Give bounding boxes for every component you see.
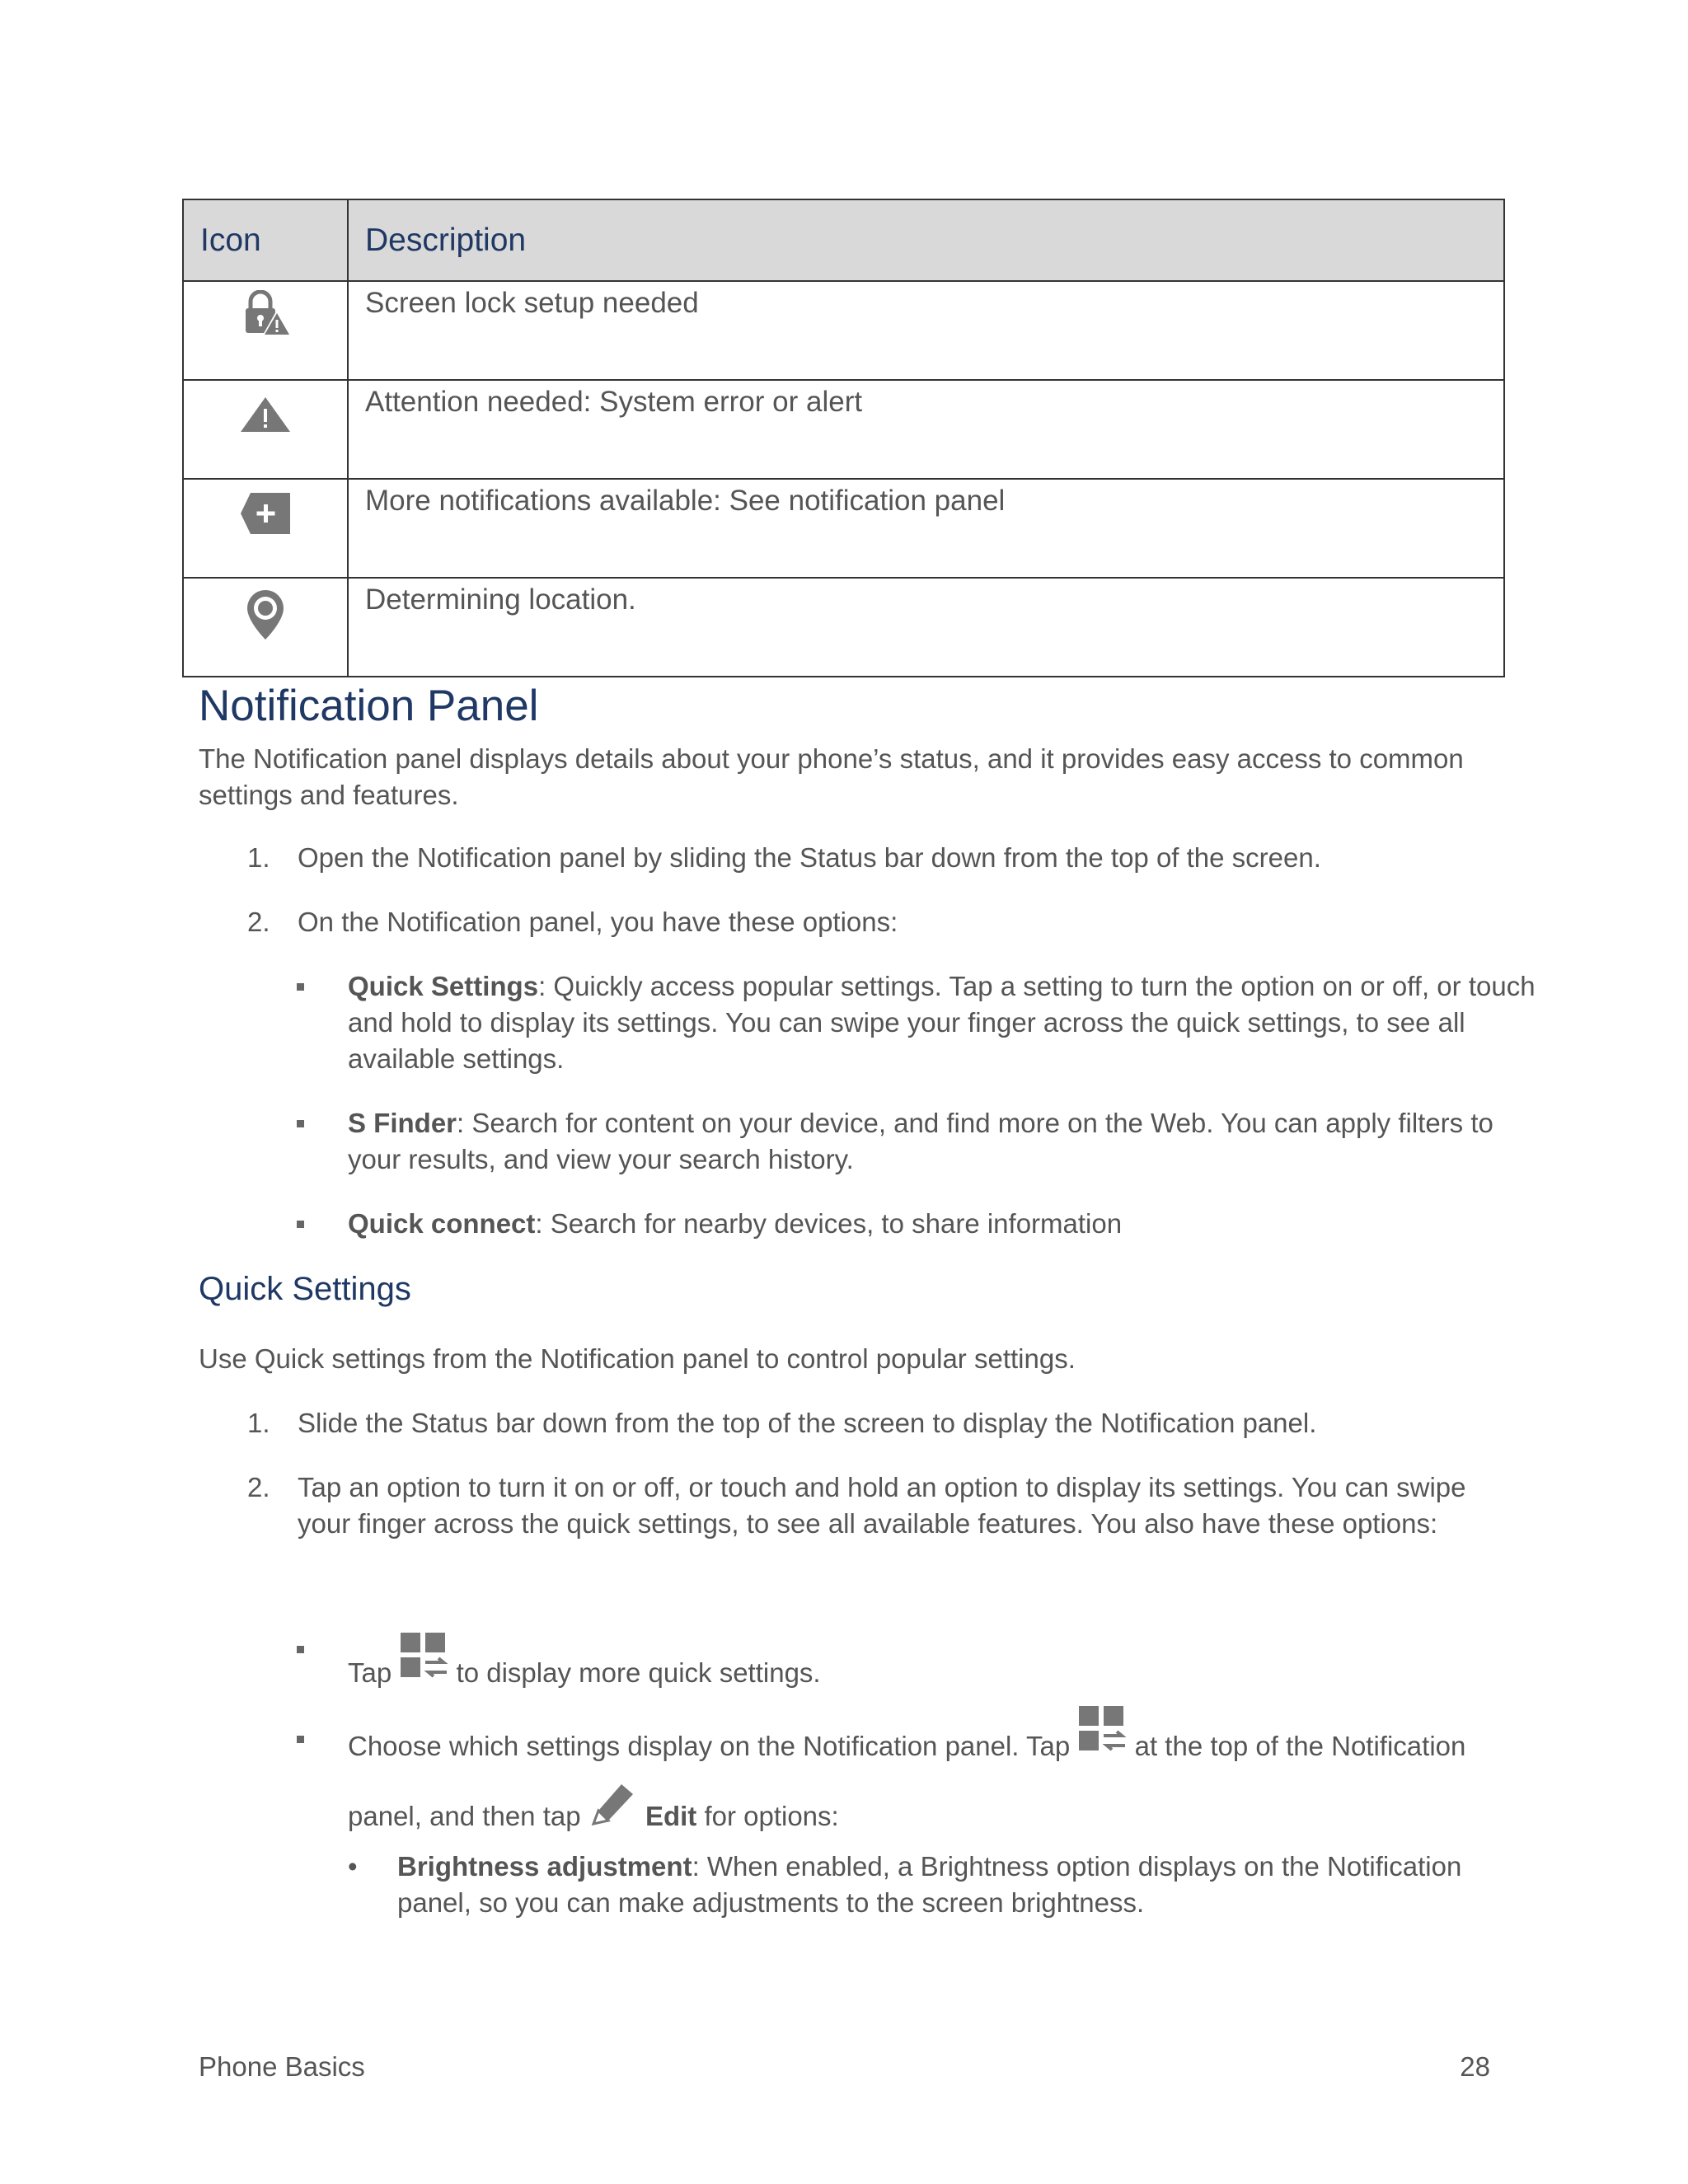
location-pin-icon xyxy=(242,587,288,643)
step-number: 1. xyxy=(247,842,270,873)
bullet-text: at the top of the Notification panel, and then tap xyxy=(348,1731,1466,1831)
bullet-text: to display more quick settings. xyxy=(456,1657,821,1688)
table-header-description: Description xyxy=(348,199,1504,281)
table-icon-cell xyxy=(183,578,348,677)
option-term: Brightness adjustment xyxy=(397,1851,692,1882)
step-number: 2. xyxy=(247,1472,270,1502)
square-bullet-icon xyxy=(297,1221,304,1228)
square-bullet-icon xyxy=(297,1120,304,1127)
table-row xyxy=(183,578,1504,677)
table-icon-cell xyxy=(183,281,348,380)
quick-settings-intro: Use Quick settings from the Notification panel to control popular settings. xyxy=(199,1343,1076,1374)
option-term: S Finder xyxy=(348,1108,457,1138)
option-text: : Search for content on your device, and find more on the Web. You can apply filters to your results, and view your search history. xyxy=(348,1108,1493,1174)
square-bullet-icon xyxy=(297,1736,304,1743)
section-title: Notification Panel xyxy=(199,682,539,730)
option-term: Quick connect xyxy=(348,1208,536,1239)
step-text: Tap an option to turn it on or off, or touch and hold an option to display its settings. You can swipe your finger across the quick settings, to see all available features. You also have these options: xyxy=(298,1472,1466,1539)
option-term: Quick Settings xyxy=(348,971,539,1001)
table-header-icon: Icon xyxy=(183,199,348,281)
table-description-cell: More notifications available: See notification panel xyxy=(348,479,1504,578)
option-text: : Quickly access popular settings. Tap a setting to turn the option on or off, or touch and hold to display its settings. You can swipe your finger across the quick settings, to see all available settings. xyxy=(348,971,1536,1074)
table-row xyxy=(183,380,1504,479)
round-bullet: • xyxy=(348,1851,358,1882)
table-row xyxy=(183,281,1504,380)
option-text: : When enabled, a Brightness option displays on the Notification panel, so you can make adjustments to the screen brightness. xyxy=(397,1851,1462,1918)
table-description-cell: Attention needed: System error or alert xyxy=(348,380,1504,479)
table-description-cell: Determining location. xyxy=(348,578,1504,677)
edit-pencil-icon xyxy=(588,1778,638,1825)
quick-settings-grid-icon xyxy=(399,1631,448,1680)
option-text: : Search for nearby devices, to share information xyxy=(535,1208,1123,1239)
page-number: 28 xyxy=(1460,2051,1490,2082)
more-notifications-icon xyxy=(239,488,292,534)
quick-settings-grid-icon xyxy=(1077,1704,1127,1754)
step-text: Open the Notification panel by sliding the Status bar down from the top of the screen. xyxy=(298,842,1321,873)
table-header-row xyxy=(183,199,1504,281)
step-number: 1. xyxy=(247,1408,270,1438)
table-icon-cell xyxy=(183,479,348,578)
step-text: Slide the Status bar down from the top of the screen to display the Notification panel. xyxy=(298,1408,1317,1438)
bullet-text: Choose which settings display on the Notification panel. Tap xyxy=(348,1731,1071,1761)
step-text: On the Notification panel, you have these options: xyxy=(298,907,898,937)
bullet-text: for options: xyxy=(704,1801,839,1831)
warning-triangle-icon xyxy=(239,389,292,435)
status-icon-table xyxy=(182,199,1505,677)
notification-panel-intro: The Notification panel displays details about your phone’s status, and it provides easy access to common settings and features. xyxy=(199,743,1464,810)
table-icon-cell xyxy=(183,380,348,479)
square-bullet-icon xyxy=(297,1646,304,1653)
subsection-title: Quick Settings xyxy=(199,1271,411,1307)
table-description-cell: Screen lock setup needed xyxy=(348,281,1504,380)
square-bullet-icon xyxy=(297,983,304,991)
footer-section-name: Phone Basics xyxy=(199,2051,365,2082)
edit-term: Edit xyxy=(645,1801,697,1831)
bullet-text: Tap xyxy=(348,1657,392,1688)
screen-lock-alert-icon xyxy=(239,290,292,336)
table-row xyxy=(183,479,1504,578)
step-number: 2. xyxy=(247,907,270,937)
